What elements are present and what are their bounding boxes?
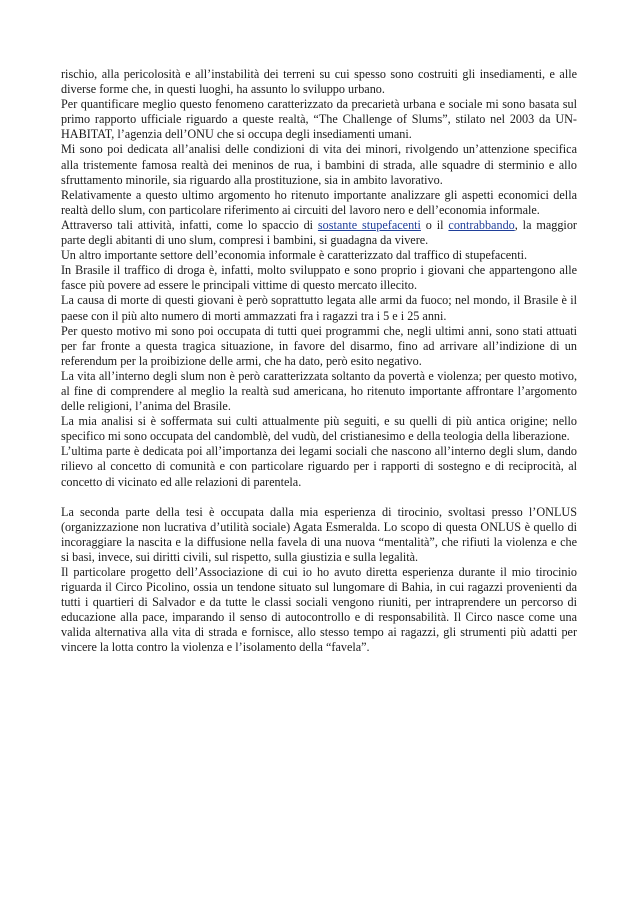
paragraph-13: La seconda parte della tesi è occupata dalla mia esperienza di tirocinio, svoltasi presso l’ONLUS (organizzazione non lucrativa d’utilità sociale) Agata Esmeralda. Lo scopo di questa ONLUS è quello di incoraggiare la nascita e la diffusione nella favela di una nuova “mentalità”, che rifiuti la violenza e che si basi, invece, sui diritti civili, sul rispetto, sulla giustizia e sulla legalità.: [61, 504, 577, 564]
paragraph-5-text-middle: o il: [420, 217, 449, 232]
paragraph-gap: [61, 490, 577, 505]
paragraph-5-text-after: , la maggior parte degli abitanti di uno slum, compresi i bambini, si guadagna da vivere.: [61, 217, 577, 248]
paragraph-5: [61, 218, 577, 248]
paragraph-1: rischio, alla pericolosità e all’instabilità dei terreni su cui spesso sono costruiti gli insediamenti, e alle diverse forme che, in questi luoghi, ha assunto lo sviluppo urbano.: [61, 67, 577, 97]
paragraph-4: Relativamente a questo ultimo argomento ho ritenuto importante analizzare gli aspetti economici della realtà dello slum, con particolare riferimento ai circuiti del lavoro nero e dell’economia informale.: [61, 187, 577, 217]
paragraph-8: La causa di morte di questi giovani è però soprattutto legata alle armi da fuoco; nel mondo, il Brasile è il paese con il più alto numero di morti ammazzati fra i ragazzi tra i 5 e i 25 anni.: [61, 293, 577, 323]
paragraph-6: Un altro importante settore dell’economia informale è caratterizzato dal traffico di stupefacenti.: [61, 248, 528, 263]
paragraph-3: Mi sono poi dedicata all’analisi delle condizioni di vita dei minori, rivolgendo un’attenzione specifica alla tristemente famosa realtà dei meninos de rua, i bambini di strada, alle squadre di sterminio e allo sfruttamento minorile, sia riguardo alla prostituzione, sia in ambito lavorativo.: [61, 142, 577, 187]
link-sostanze-stupefacenti[interactable]: sostante stupefacenti: [317, 217, 421, 232]
paragraph-9: Per questo motivo mi sono poi occupata di tutti quei programmi che, negli ultimi anni, sono stati attuati per far fronte a questa tragica situazione, in favore del disarmo, fino ad arrivare all’indizione di un referendum per la proibizione delle armi, che ha dato, però esito negativo.: [61, 323, 577, 368]
paragraph-10: La vita all’interno degli slum non è però caratterizzata soltanto da povertà e violenza; per questo motivo, al fine di comprendere al meglio la realtà sud americana, ho ritenuto importante affrontare l’argomento delle religioni, l’anima del Brasile.: [61, 368, 577, 414]
link-contrabbando[interactable]: contrabbando: [448, 217, 515, 232]
paragraph-12: L’ultima parte è dedicata poi all’importanza dei legami sociali che nascono all’interno degli slum, dando rilievo al concetto di comunità e con particolare riguardo per i rapporti di sostegno e di reciprocità, al concetto di vicinato ed alle relazioni di parentela.: [61, 444, 577, 489]
paragraph-14: Il particolare progetto dell’Associazione di cui io ho avuto diretta esperienza durante il mio tirocinio riguarda il Circo Picolino, ossia un tendone situato sul lungomare di Bahia, in cui ragazzi provenienti da tutti i quartieri di Salvador e da tutte le classi sociali vengono riuniti, per intraprendere un percorso di educazione alla pace, imparando il senso di autocontrollo e di responsabilità. Il Circo nasce come una valida alternativa alla vita di strada e fornisce, allo stesso tempo ai ragazzi, gli strumenti più adatti per vincere la lotta contro la violenza e l’isolamento della “favela”.: [61, 565, 577, 655]
paragraph-11: La mia analisi si è soffermata sui culti attualmente più seguiti, e su quelli di più antica origine; nello specifico mi sono occupata del candomblè, del vudù, del cristianesimo e della teologia della liberazione.: [61, 414, 577, 444]
document-page: [61, 67, 577, 656]
paragraph-5-text-before: Attraverso tali attività, infatti, come lo spaccio di: [61, 217, 318, 232]
paragraph-2: Per quantificare meglio questo fenomeno caratterizzato da precarietà urbana e sociale mi sono basata sul primo rapporto ufficiale riguardo a queste realtà, “The Challenge of Slums”, stilato nel 2003 da UN-HABITAT, l’agenzia dell’ONU che si occupa degli insediamenti umani.: [61, 97, 577, 142]
paragraph-7: In Brasile il traffico di droga è, infatti, molto sviluppato e sono proprio i giovani che appartengono alle fasce più povere ad essere le principali vittime di questo mercato illecito.: [61, 263, 577, 293]
